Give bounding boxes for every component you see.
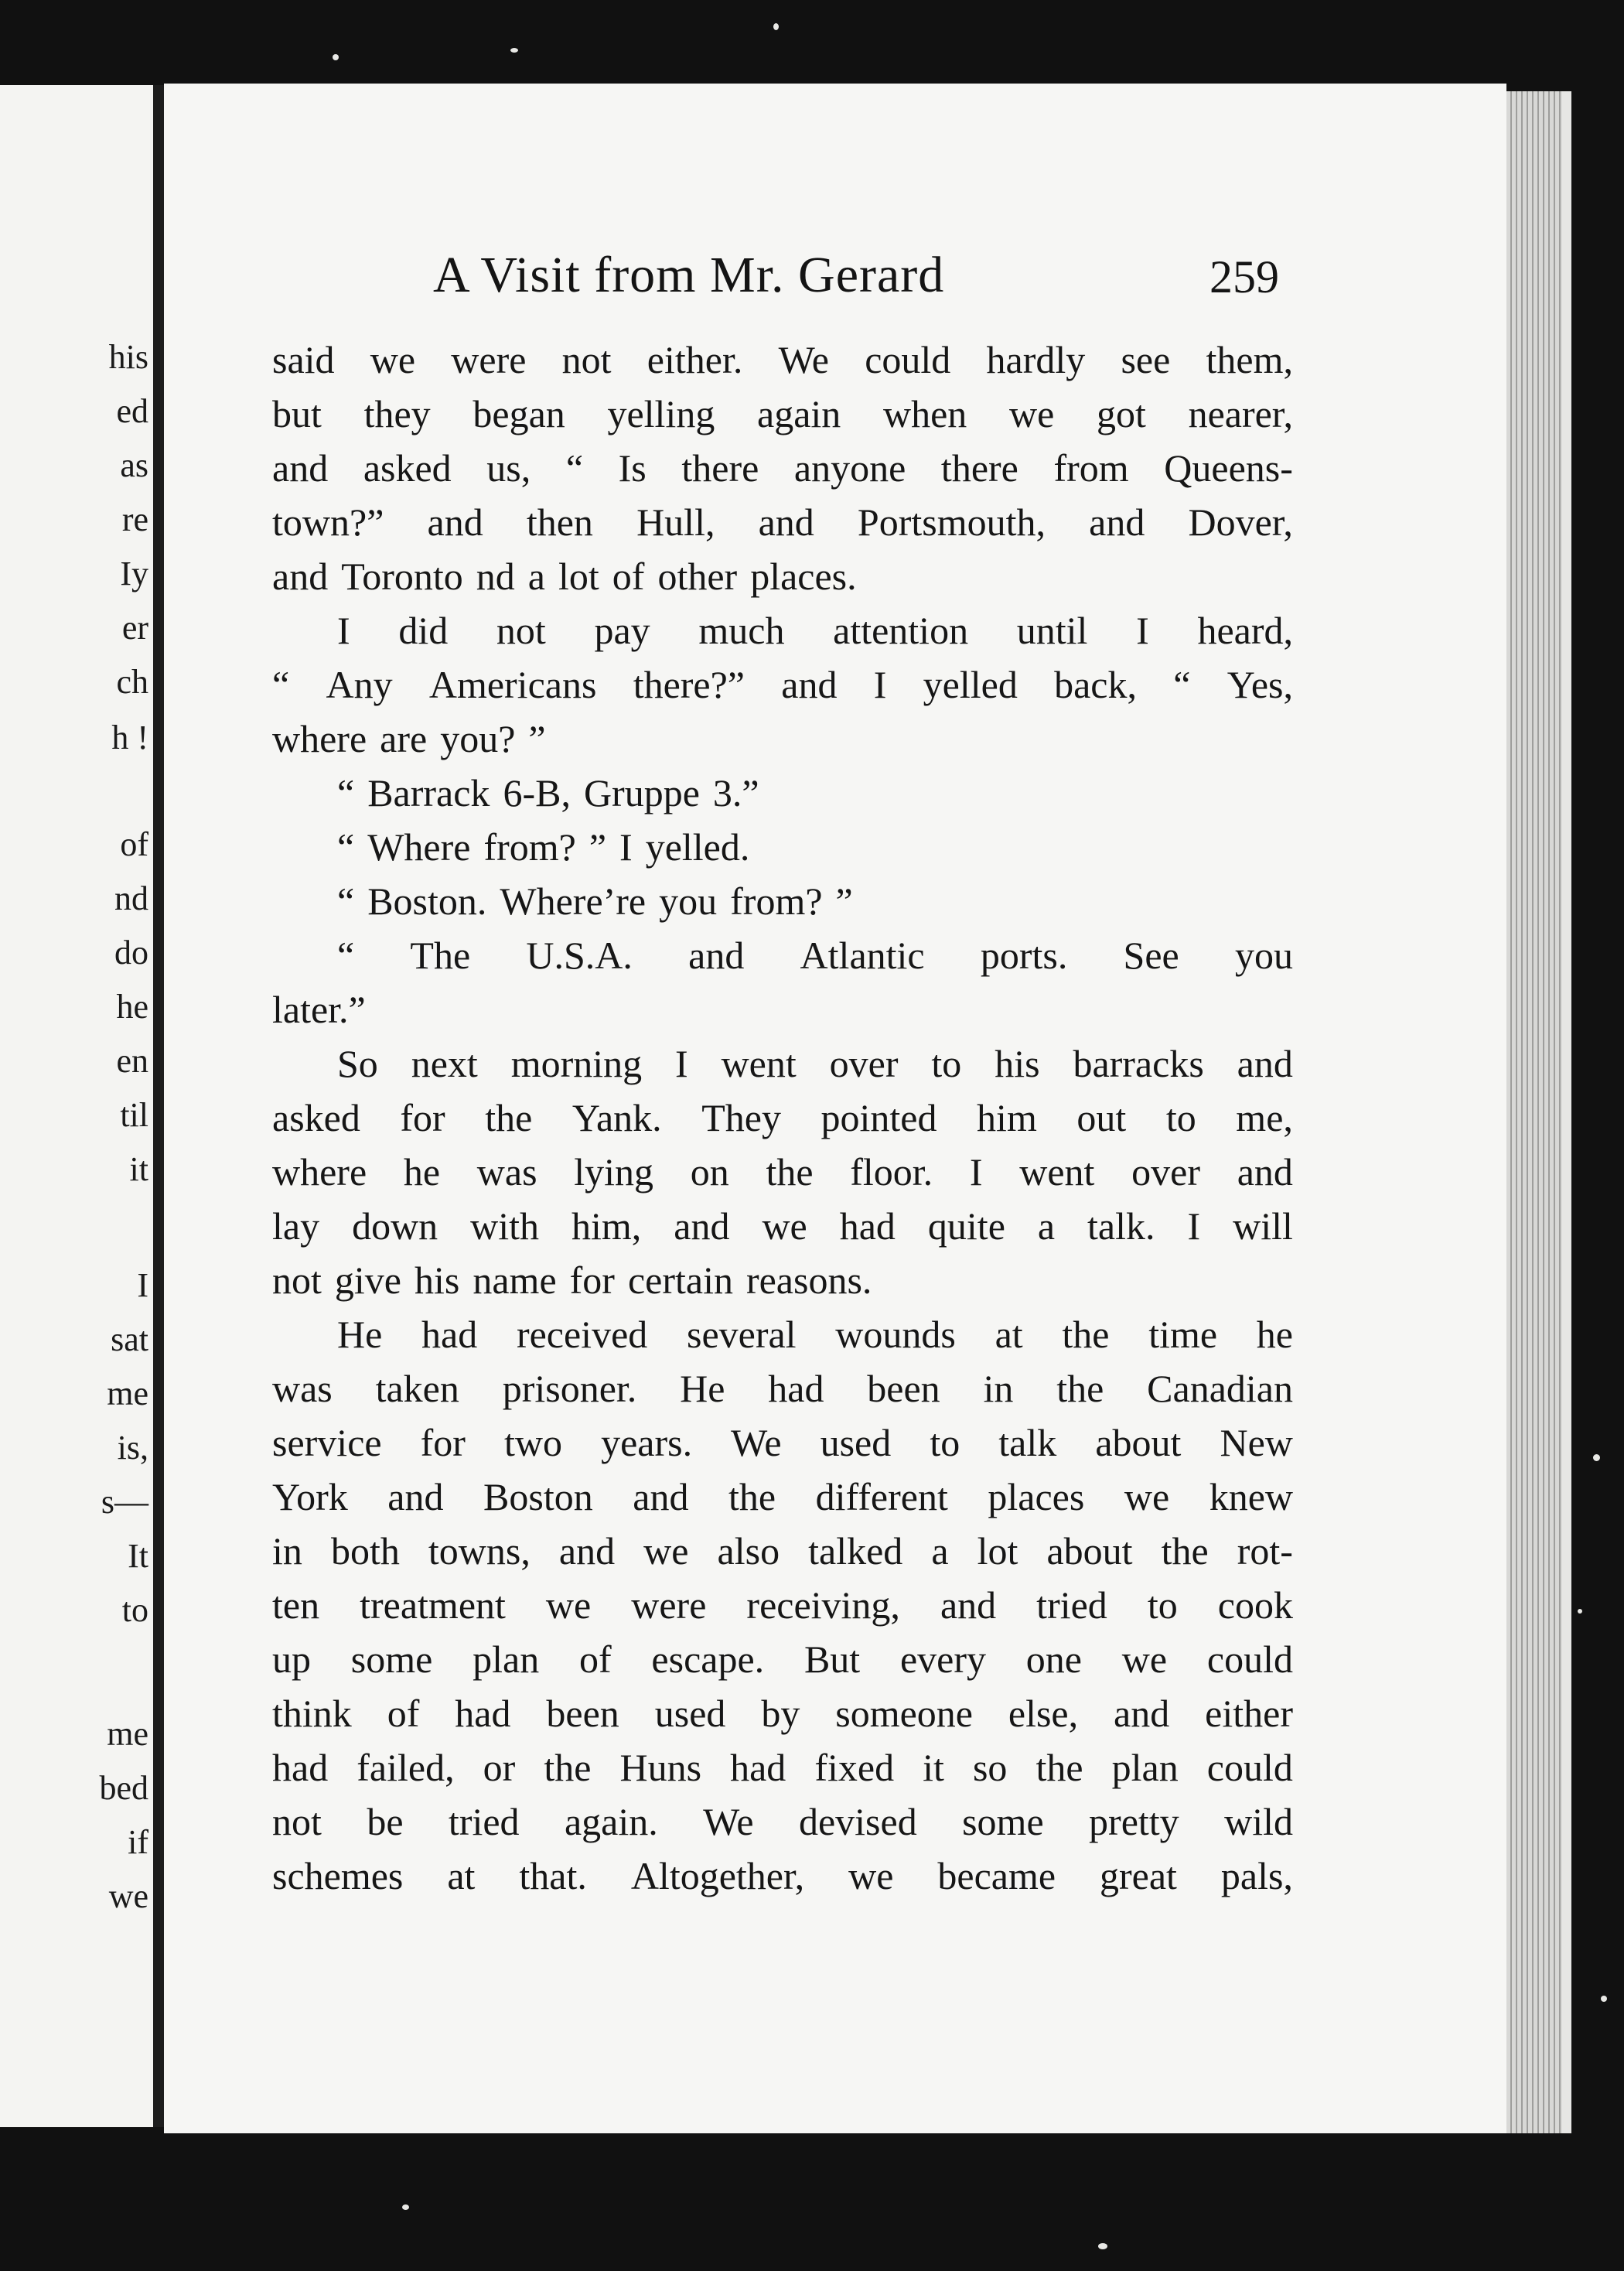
scan-speck <box>510 48 518 53</box>
text-line: think of had been used by someone else, and either <box>272 1692 1293 1735</box>
text-line: “ Barrack 6-B, Gruppe 3.” <box>337 771 759 814</box>
scan-speck <box>773 23 779 30</box>
text-line: had failed, or the Huns had fixed it so the plan could <box>272 1746 1293 1789</box>
text-line: “ The U.S.A. and Atlantic ports. See you <box>337 934 1293 977</box>
left-page-fragment: he <box>116 988 148 1026</box>
text-line: “ Any Americans there?” and I yelled back, “ Yes, <box>272 663 1293 706</box>
text-line: and Toronto nd a lot of other places. <box>272 555 857 598</box>
left-page-fragment: as <box>120 446 148 484</box>
left-page-fragment: h ! <box>111 719 148 756</box>
running-head: A Visit from Mr. Gerard <box>433 247 945 303</box>
text-line: York and Boston and the different places we knew <box>272 1475 1293 1518</box>
scan-speck <box>333 54 339 60</box>
text-line: where he was lying on the floor. I went over and <box>272 1150 1293 1194</box>
left-page-fragment: Iy <box>120 555 148 593</box>
text-line: service for two years. We used to talk about New <box>272 1421 1293 1464</box>
text-line: He had received several wounds at the time he <box>337 1313 1293 1356</box>
text-line: town?” and then Hull, and Portsmouth, and Dover, <box>272 500 1293 544</box>
left-page-fragment: ed <box>116 392 148 430</box>
left-page-fragment: til <box>120 1096 148 1134</box>
left-page-fragment: bed <box>99 1769 148 1807</box>
text-line: later.” <box>272 988 366 1031</box>
left-page-fragment: er <box>121 609 148 647</box>
left-page-fragment: s— <box>101 1483 148 1521</box>
left-page-fragment: sat <box>111 1320 148 1358</box>
text-line: in both towns, and we also talked a lot about the rot- <box>272 1529 1293 1573</box>
text-line: So next morning I went over to his barracks and <box>337 1042 1293 1085</box>
scan-speck <box>1601 1996 1607 2002</box>
left-page-fragment: en <box>116 1042 148 1080</box>
text-line: was taken prisoner. He had been in the Canadian <box>272 1367 1293 1410</box>
scan-speck <box>1098 2243 1107 2249</box>
book-gutter <box>153 85 164 2127</box>
left-page-fragment: ch <box>116 663 148 701</box>
text-line: but they began yelling again when we got nearer, <box>272 392 1293 435</box>
left-page-fragment: I <box>137 1266 148 1304</box>
text-line: schemes at that. Altogether, we became great pals, <box>272 1854 1293 1897</box>
text-line: said we were not either. We could hardly see them, <box>272 338 1293 381</box>
body-text <box>272 333 1293 1903</box>
text-line: not give his name for certain reasons. <box>272 1258 872 1302</box>
left-page-fragment: do <box>114 934 148 972</box>
left-page-fragment: me <box>107 1715 148 1753</box>
page-edges <box>1506 91 1562 2133</box>
scan-speck <box>1578 1609 1582 1614</box>
page-number: 259 <box>1209 251 1279 302</box>
scan-speck <box>402 2204 409 2210</box>
left-page-fragment: we <box>108 1877 148 1915</box>
left-page-fragment: of <box>120 825 148 863</box>
left-page-text-fragments <box>0 85 153 2127</box>
left-page-fragment: nd <box>114 879 148 917</box>
left-page-fragment: re <box>121 500 148 538</box>
left-page-fragment: to <box>121 1591 148 1629</box>
left-page-fragment: is, <box>117 1429 148 1467</box>
text-line: where are you? ” <box>272 717 546 760</box>
text-line: and asked us, “ Is there anyone there from Queens- <box>272 446 1293 490</box>
text-line: ten treatment we were receiving, and tried to cook <box>272 1583 1293 1627</box>
text-line: up some plan of escape. But every one we could <box>272 1638 1293 1681</box>
text-line: I did not pay much attention until I heard, <box>337 609 1293 652</box>
scan-speck <box>1593 1454 1600 1461</box>
left-page-sliver <box>0 85 155 2127</box>
page-edge-shadow <box>1562 91 1571 2133</box>
text-line: “ Boston. Where’re you from? ” <box>337 879 853 923</box>
left-page-fragment: It <box>128 1537 148 1575</box>
text-line: asked for the Yank. They pointed him out to me, <box>272 1096 1293 1139</box>
text-line: “ Where from? ” I yelled. <box>337 825 750 869</box>
left-page-fragment: if <box>128 1823 148 1861</box>
left-page-fragment: his <box>108 338 148 376</box>
left-page-fragment: me <box>107 1375 148 1412</box>
text-line: lay down with him, and we had quite a talk. I will <box>272 1204 1293 1248</box>
text-line: not be tried again. We devised some pretty wild <box>272 1800 1293 1843</box>
left-page-fragment: it <box>129 1150 148 1188</box>
